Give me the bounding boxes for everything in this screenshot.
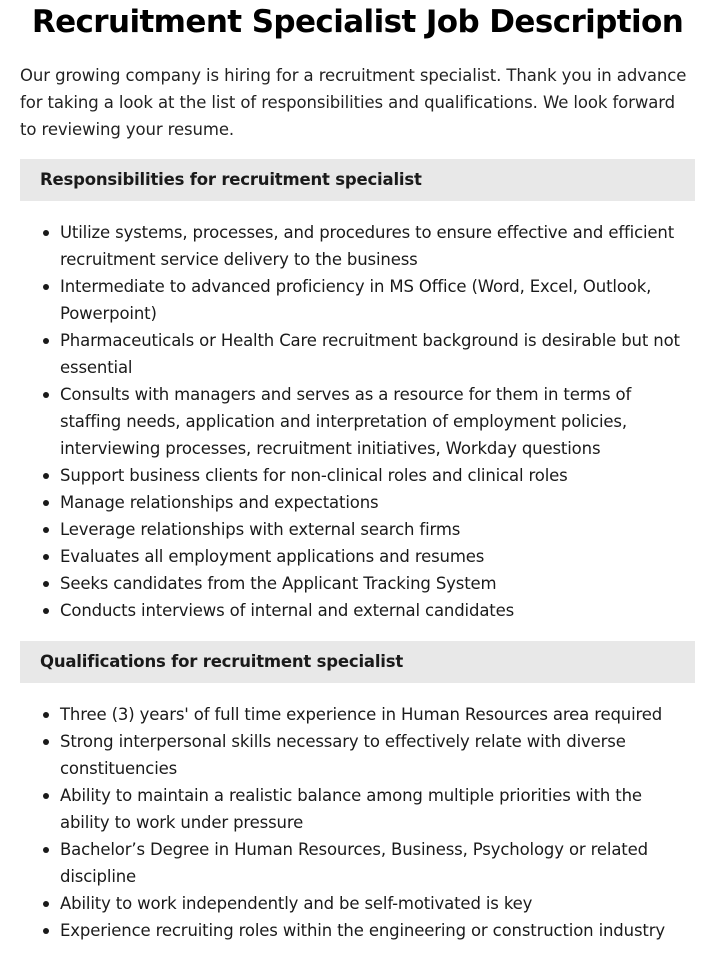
list-item: Manage relationships and expectations xyxy=(60,489,695,516)
list-item: Strong interpersonal skills necessary to effectively relate with diverse constituencies xyxy=(60,728,695,782)
list-item: Utilize systems, processes, and procedures to ensure effective and efficient recruitment service delivery to the business xyxy=(60,219,695,273)
qualifications-list xyxy=(20,701,695,944)
list-item: Evaluates all employment applications and resumes xyxy=(60,543,695,570)
responsibilities-list xyxy=(20,219,695,624)
list-item: Experience recruiting roles within the engineering or construction industry xyxy=(60,917,695,944)
list-item: Ability to work independently and be self-motivated is key xyxy=(60,890,695,917)
list-item: Ability to maintain a realistic balance among multiple priorities with the ability to work under pressure xyxy=(60,782,695,836)
list-item: Leverage relationships with external search firms xyxy=(60,516,695,543)
list-item: Seeks candidates from the Applicant Tracking System xyxy=(60,570,695,597)
list-item: Bachelor’s Degree in Human Resources, Business, Psychology or related discipline xyxy=(60,836,695,890)
list-item: Consults with managers and serves as a resource for them in terms of staffing needs, application and interpretation of employment policies, interviewing processes, recruitment initiatives, Workday questions xyxy=(60,381,695,462)
list-item: Three (3) years' of full time experience in Human Resources area required xyxy=(60,701,695,728)
list-item: Intermediate to advanced proficiency in MS Office (Word, Excel, Outlook, Powerpoint) xyxy=(60,273,695,327)
list-item: Pharmaceuticals or Health Care recruitment background is desirable but not essential xyxy=(60,327,695,381)
page-title: Recruitment Specialist Job Description xyxy=(31,4,684,40)
responsibilities-heading: Responsibilities for recruitment specialist xyxy=(20,159,695,201)
qualifications-heading: Qualifications for recruitment specialist xyxy=(20,641,695,683)
intro-paragraph: Our growing company is hiring for a recruitment specialist. Thank you in advance for taking a look at the list of responsibilities and qualifications. We look forward to reviewing your resume. xyxy=(20,66,687,139)
list-item: Conducts interviews of internal and external candidates xyxy=(60,597,695,624)
list-item: Support business clients for non-clinical roles and clinical roles xyxy=(60,462,695,489)
